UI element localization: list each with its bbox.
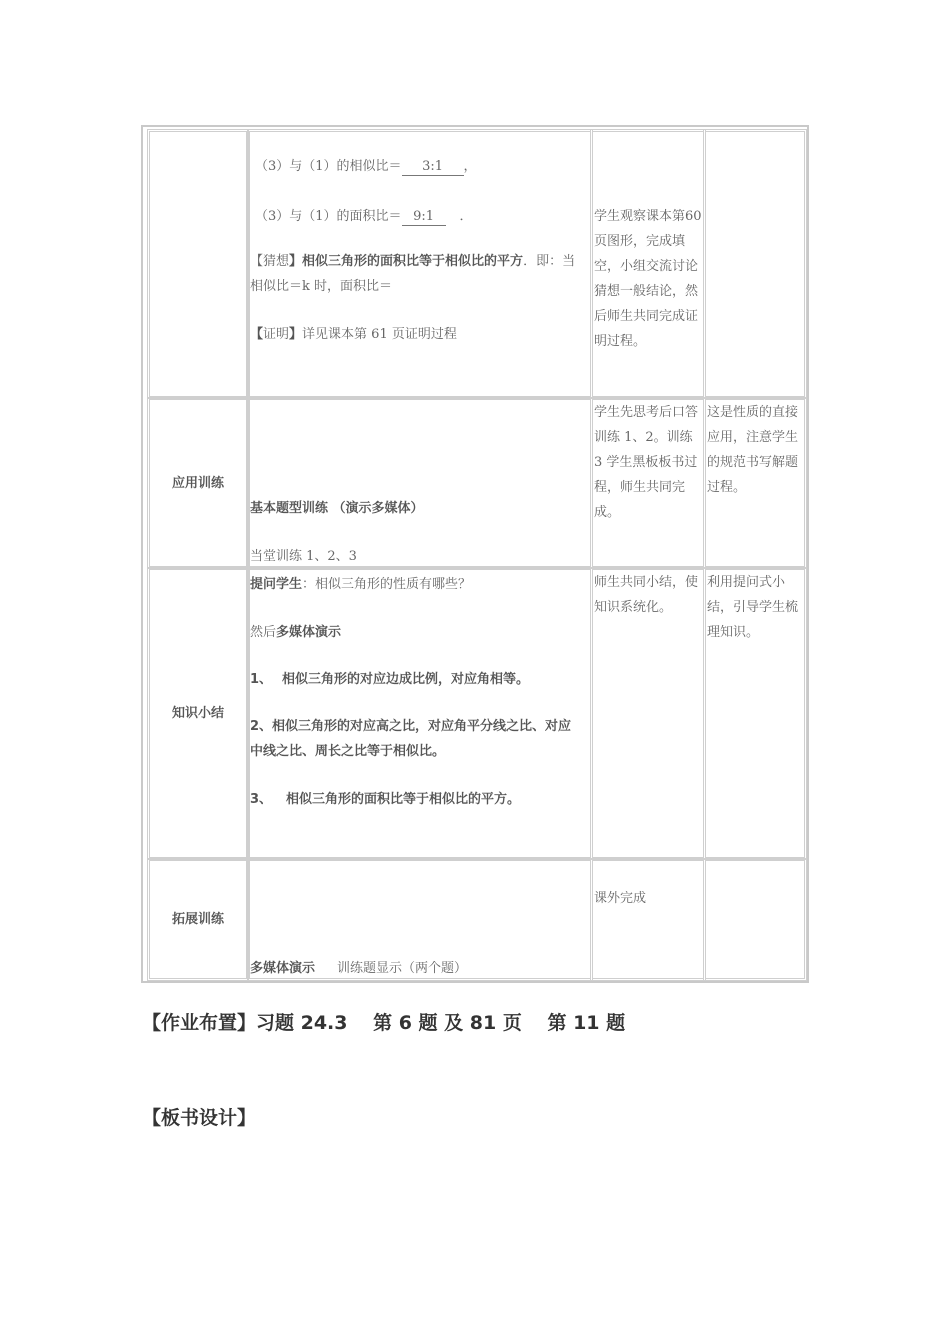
similarity-ratio-blank: 3:1	[402, 159, 464, 176]
row4-content-cell	[247, 858, 593, 981]
row3-label-cell	[147, 567, 249, 860]
row3-student-activity: 师生共同小结，使知识系统化。	[594, 575, 699, 615]
row4-intent-cell	[703, 858, 807, 981]
row3-design-intent: 利用提问式小结，引导学生梳理知识。	[707, 575, 799, 640]
homework-heading: 【作业布置】习题 24.3 第 6 题 及 81 页 第 11 题	[142, 1012, 626, 1034]
guess-line-2: 相似比＝k 时，面积比＝	[250, 279, 393, 294]
row4-student-cell	[590, 858, 706, 981]
summary-item-2-b: 中线之比、周长之比等于相似比。	[250, 744, 446, 759]
basic-training-line: 基本题型训练 （演示多媒体）	[250, 501, 424, 516]
row3-content-cell	[247, 567, 593, 860]
proof-line: 【证明】详见课本第 61 页证明过程	[250, 327, 457, 342]
row3-student-cell	[590, 567, 706, 860]
row2-student-activity: 学生先思考后口答训练 1、2。训练 3 学生黑板板书过程，师生共同完成。	[594, 405, 699, 520]
row4-label-cell	[147, 858, 249, 981]
extension-line: 多媒体演示 训练题显示（两个题）	[250, 961, 468, 976]
similarity-ratio-line: （3）与（1）的相似比＝ 3:1 ，	[255, 159, 477, 174]
guess-statement: 相似三角形的面积比等于相似比的平方	[302, 254, 524, 269]
row4-student-activity: 课外完成	[594, 891, 647, 906]
row1-student-cell	[590, 129, 706, 399]
area-ratio-blank: 9:1	[402, 209, 446, 226]
row2-intent-cell	[703, 397, 807, 569]
row4-label: 拓展训练	[171, 912, 224, 927]
row2-label: 应用训练	[171, 475, 224, 491]
row2-student-cell	[590, 397, 706, 569]
area-ratio-line: （3）与（1）的面积比＝ 9:1 ．	[255, 209, 473, 224]
row2-content-cell	[247, 397, 593, 569]
row2-label-cell	[147, 397, 249, 569]
lesson-table	[141, 125, 809, 983]
row1-student-activity: 学生观察课本第60 页图形，完成填空，小组交流讨论猜想一般结论，然后师生共同完成证明过程。	[594, 209, 702, 349]
row2-design-intent: 这是性质的直接应用，注意学生的规范书写解题过程。	[707, 405, 799, 495]
summary-item-3: 3、 相似三角形的面积比等于相似比的平方。	[250, 792, 521, 807]
row1-content-cell	[247, 129, 593, 399]
guess-line-1: 【猜想】相似三角形的面积比等于相似比的平方．即：当	[250, 254, 576, 269]
row1-label-cell	[147, 129, 249, 399]
row3-label: 知识小结	[171, 706, 224, 721]
board-design-heading: 【板书设计】	[142, 1107, 257, 1129]
row1-intent-cell	[703, 129, 807, 399]
class-practice-line: 当堂训练 1、2、3	[250, 549, 357, 564]
summary-item-2-a: 2、相似三角形的对应高之比，对应角平分线之比、对应	[250, 719, 572, 734]
row3-intent-cell	[703, 567, 807, 860]
summary-item-1: 1、 相似三角形的对应边成比例，对应角相等。	[250, 672, 530, 687]
demo-line: 然后多媒体演示	[250, 625, 342, 640]
question-line: 提问学生：相似三角形的性质有哪些？	[250, 577, 472, 592]
